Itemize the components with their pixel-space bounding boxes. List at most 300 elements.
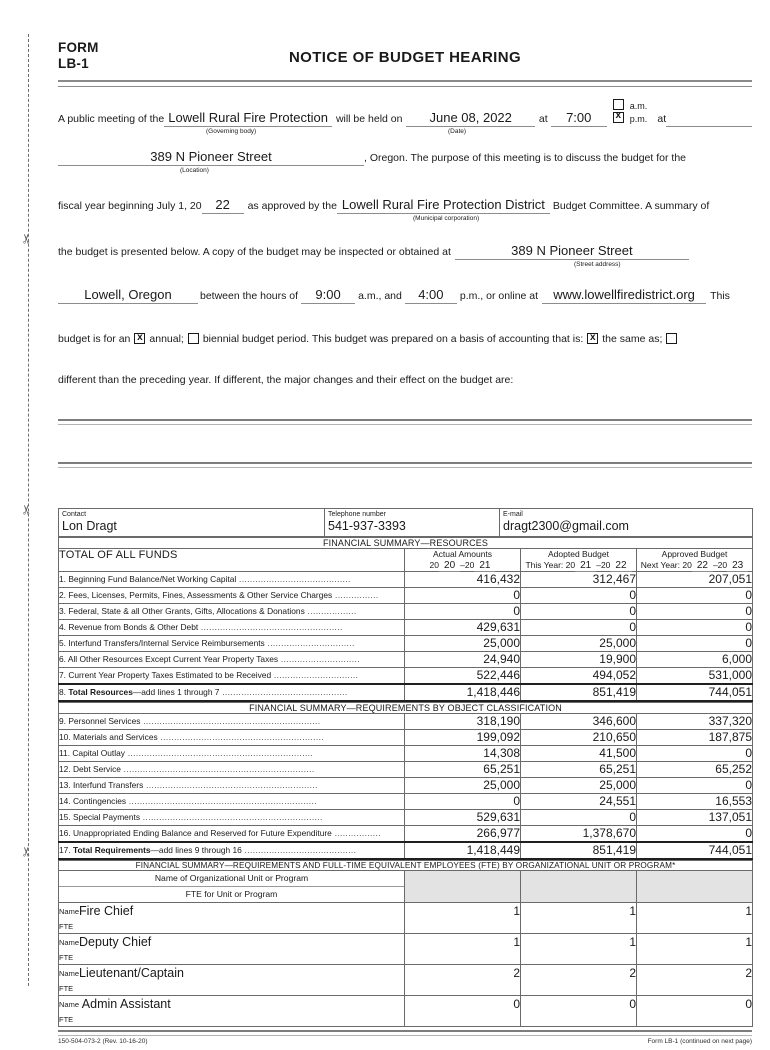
street-address-field[interactable]: 389 N Pioneer Street [455,244,689,260]
this-text: This [710,290,730,302]
leader-dots: .............................................. [219,687,348,697]
annual-label: annual; [149,333,184,345]
leader-dots: ................................................................. [140,716,321,726]
cell-actual[interactable]: 25,000 [405,778,521,794]
cell-actual[interactable]: 0 [405,794,521,810]
row-number: 11. [59,748,73,758]
contact-table [58,508,753,537]
row-number: 2. [59,590,69,600]
biennial-label: biennial budget period. This budget was prepared on a basis of accounting that is: [202,333,584,345]
fte-value-2[interactable]: 1 [521,934,637,952]
at-text: at [538,113,548,125]
row-label-text: Revenue from Bonds & Other Debt [68,622,199,632]
total-of-all-funds-label: TOTAL OF ALL FUNDS [59,549,405,572]
fte-sub-row [59,951,753,965]
phone-label: Telephone number [328,511,386,518]
cell-approved[interactable]: 6,000 [637,652,753,668]
cell-approved[interactable]: 531,000 [637,668,753,685]
table-row [59,604,753,620]
fte-value-2[interactable]: 0 [521,996,637,1014]
fte-unit-program-header: FTE for Unit or Program [185,889,278,899]
same-as-checkbox[interactable] [587,333,598,344]
fte-sub-label: FTE [59,1013,405,1027]
fte-section-title: FINANCIAL SUMMARY—REQUIREMENTS AND FULL-TIME EQUIVALENT EMPLOYEES (FTE) BY ORGANIZATIONAL UNIT OR PROGRAM* [59,861,753,871]
cell-approved[interactable]: 0 [637,620,753,636]
cell-approved[interactable]: 744,051 [637,842,753,859]
location-caption: (Location) [180,167,209,174]
am-label: a.m. [629,101,648,111]
major-changes-line-2[interactable] [58,462,752,468]
requirements-table [58,702,753,860]
fte-name-prefix: Name [59,969,80,978]
cell-actual[interactable]: 318,190 [405,714,521,730]
meeting-line-5 [58,288,752,304]
row-label [59,778,405,794]
row-label-tail: —add lines 9 through 16 [150,845,242,855]
row-number: 5. [59,638,69,648]
biennial-checkbox[interactable] [188,333,199,344]
leader-dots: ............................... [271,670,359,680]
adopted-budget-title: Adopted Budget [548,549,609,559]
fte-blank-3[interactable] [637,951,753,965]
cell-approved[interactable]: 0 [637,778,753,794]
row-label [59,572,405,588]
cell-adopted[interactable]: 65,251 [521,762,637,778]
fte-unit-name-value: Deputy Chief [79,935,152,949]
row-number: 1. [59,574,69,584]
table-row [59,684,753,701]
hearing-time-field[interactable]: 7:00 [551,111,607,127]
table-row [59,826,753,843]
fte-header-shade-2 [521,871,637,903]
public-meeting-text: A public meeting of the [58,113,165,125]
leader-dots: ................................ [264,638,355,648]
cell-adopted[interactable]: 24,551 [521,794,637,810]
adopted-mid: –20 [596,560,611,570]
cell-approved[interactable]: 0 [637,746,753,762]
meeting-line-6 [58,332,752,347]
fte-name-prefix: Name [59,938,80,947]
cell-approved[interactable]: 65,252 [637,762,753,778]
leader-dots: ............................. [278,654,360,664]
row-label-text: Beginning Fund Balance/Net Working Capital [68,574,237,584]
fte-name-row [59,903,753,921]
contact-label: Contact [62,511,87,518]
row-number: 16. [59,828,73,838]
at-location-text: at [657,113,667,125]
cell-approved[interactable]: 0 [637,826,753,843]
cell-actual[interactable]: 14,308 [405,746,521,762]
leader-dots: ............................................................... [143,780,318,790]
scissors-icon: ✂ [18,846,34,857]
cell-adopted[interactable]: 312,467 [521,572,637,588]
actual-amounts-title: Actual Amounts [432,549,493,559]
leader-dots: ......................................... [236,574,351,584]
cell-approved[interactable]: 187,875 [637,730,753,746]
row-label [59,762,405,778]
governing-body-caption: (Governing body) [206,128,257,135]
row-label [59,810,405,826]
governing-body-field[interactable]: Lowell Rural Fire Protection [164,111,332,127]
row-number: 3. [59,606,69,616]
fte-header-shade-3 [637,871,753,903]
table-row [59,730,753,746]
cell-actual[interactable]: 529,631 [405,810,521,826]
row-label-text: Federal, State & all Other Grants, Gifts, Allocations & Donations [68,606,305,616]
row-label-text: Debt Service [72,764,121,774]
fiscal-year-text: fiscal year beginning July 1, 20 [58,200,202,212]
line-2-captions [58,166,752,176]
copy-inspected-text: the budget is presented below. A copy of the budget may be inspected or obtained at [58,246,451,258]
adopted-year-2[interactable]: 22 [610,560,631,572]
adopted-budget-header [521,549,637,572]
fte-blank-2[interactable] [521,982,637,996]
row-label [59,714,405,730]
leader-dots: ............................................................ [157,732,325,742]
fte-body [59,903,753,1027]
row-number: 13. [59,780,73,790]
budget-committee-text: Budget Committee. A summary of [552,200,710,212]
row-label-text: Unappropriated Ending Balance and Reserved for Future Expenditure [72,828,332,838]
fte-header-row [59,871,753,903]
cell-actual[interactable]: 24,940 [405,652,521,668]
email-value[interactable]: dragt2300@gmail.com [503,519,629,533]
row-label-text: Fees, Licenses, Permits, Fines, Assessments & Other Service Charges [68,590,333,600]
fte-unit-name-cell[interactable] [59,965,405,983]
fte-unit-name-cell[interactable] [59,934,405,952]
cell-adopted[interactable]: 0 [521,604,637,620]
actual-year-2[interactable]: 21 [474,560,495,572]
fte-blank-3[interactable] [637,1013,753,1027]
municipal-corporation-field[interactable]: Lowell Rural Fire Protection District [337,198,550,214]
meeting-line-2 [58,150,752,166]
row-label [59,668,405,685]
street-address-caption: (Street address) [574,261,621,268]
cell-approved[interactable]: 0 [637,604,753,620]
resources-section-header-row [59,538,753,549]
row-label [59,794,405,810]
leader-dots: ......................................... [241,845,357,855]
table-row [59,794,753,810]
row-label-tail: —add lines 1 through 7 [132,687,220,697]
fte-sub-row [59,1013,753,1027]
resources-body [59,572,753,702]
adopted-pre: This Year: 20 [525,560,576,570]
cell-adopted[interactable]: 346,600 [521,714,637,730]
fte-sub-label: FTE [59,951,405,965]
row-label [59,730,405,746]
cell-actual[interactable]: 1,418,449 [405,842,521,859]
as-approved-text: as approved by the [247,200,337,212]
fte-blank-2[interactable] [521,920,637,934]
line-3-captions [58,214,752,224]
cell-actual[interactable]: 522,446 [405,668,521,685]
fte-unit-name-value: Admin Assistant [79,997,171,1011]
contact-cell [59,509,325,537]
cell-approved[interactable]: 207,051 [637,572,753,588]
website-field[interactable]: www.lowellfiredistrict.org [542,288,706,304]
form-revision-code: 150-504-073-2 (Rev. 10-16-20) [58,1038,148,1045]
scissors-icon: ✂ [18,504,34,515]
fte-name-row [59,965,753,983]
row-number: 12. [59,764,73,774]
leader-dots: ................. [331,828,381,838]
table-row [59,620,753,636]
fte-sub-row [59,920,753,934]
row-label [59,636,405,652]
scissors-icon: ✂ [18,233,34,244]
resources-section-title: FINANCIAL SUMMARY—RESOURCES [59,538,753,549]
row-label [59,842,405,859]
table-row [59,714,753,730]
row-number: 10. [59,732,73,742]
cell-adopted[interactable]: 0 [521,588,637,604]
cell-actual[interactable]: 1,418,446 [405,684,521,701]
row-label-text: Interfund Transfers [72,780,144,790]
phone-cell [325,509,500,537]
leader-dots: ..................................................................... [126,796,317,806]
form-word-label: FORM [58,40,99,55]
cell-actual[interactable]: 266,977 [405,826,521,843]
form-number-label: LB-1 [58,56,89,71]
fte-blank-1[interactable] [405,920,521,934]
location-field[interactable]: 389 N Pioneer Street [58,150,364,166]
contact-row [59,509,753,537]
row-number: 9. [59,716,69,726]
row-label-text: Total Requirements [72,845,151,855]
pm-label: p.m. [629,114,648,124]
line-1-captions [58,127,752,137]
cell-approved[interactable]: 137,051 [637,810,753,826]
fte-org-unit-header: Name of Organizational Unit or Program [59,871,404,887]
approved-pre: Next Year: 20 [640,560,692,570]
meeting-line-3 [58,198,752,214]
approved-year-2[interactable]: 23 [727,560,748,572]
cell-adopted[interactable]: 25,000 [521,778,637,794]
leader-dots: .................. [304,606,357,616]
cell-adopted[interactable]: 25,000 [521,636,637,652]
cell-actual[interactable]: 0 [405,604,521,620]
row-label-text: Special Payments [72,812,141,822]
municipal-corporation-caption: (Municipal corporation) [413,215,480,222]
actual-mid: –20 [460,560,475,570]
cell-approved[interactable]: 16,553 [637,794,753,810]
fte-unit-name-value: Lieutenant/Captain [79,966,184,980]
online-at-text: p.m., or online at [459,290,539,302]
cell-actual[interactable]: 0 [405,588,521,604]
fte-blank-1[interactable] [405,1013,521,1027]
form-page [58,40,752,1050]
leader-dots: ................ [332,590,379,600]
leader-dots: ...................................................................... [120,764,315,774]
fte-value-3[interactable]: 1 [637,903,753,921]
cell-adopted[interactable]: 41,500 [521,746,637,762]
actual-amounts-header [405,549,521,572]
fte-blank-1[interactable] [405,982,521,996]
fte-blank-2[interactable] [521,951,637,965]
fte-blank-3[interactable] [637,920,753,934]
cell-actual[interactable]: 199,092 [405,730,521,746]
row-label [59,746,405,762]
fte-unit-name-cell[interactable] [59,996,405,1014]
row-number: 15. [59,812,73,822]
cell-adopted[interactable]: 19,900 [521,652,637,668]
fte-header-shade-1 [405,871,521,903]
hours-text: between the hours of [200,290,299,302]
row-number: 8. [59,687,69,697]
row-number: 7. [59,670,69,680]
fiscal-year-field[interactable]: 22 [202,198,244,214]
fte-name-prefix: Name [59,1000,80,1009]
fte-section-header-row [59,861,753,871]
different-than-text: different than the preceding year. If different, the major changes and their effect on the budget are: [58,374,514,386]
requirements-section-title: FINANCIAL SUMMARY—REQUIREMENTS BY OBJECT CLASSIFICATION [59,703,753,714]
table-row [59,746,753,762]
leader-dots: .................................................................. [140,812,323,822]
row-label [59,684,405,701]
cell-adopted[interactable]: 210,650 [521,730,637,746]
city-state-field[interactable]: Lowell, Oregon [58,288,198,304]
row-label [59,620,405,636]
adopted-year-1[interactable]: 21 [575,560,596,572]
table-row [59,636,753,652]
cell-actual[interactable]: 25,000 [405,636,521,652]
fte-blank-1[interactable] [405,951,521,965]
actual-pre: 20 [429,560,440,570]
contact-name-value[interactable]: Lon Dragt [62,519,117,533]
meeting-line-1 [58,101,752,127]
fte-value-1[interactable]: 2 [405,965,521,983]
form-header [58,40,752,78]
cell-approved[interactable]: 337,320 [637,714,753,730]
hours-open-field[interactable]: 9:00 [301,288,355,304]
am-and-text: a.m., and [358,290,402,302]
actual-year-1[interactable]: 20 [439,560,460,572]
fte-value-1[interactable]: 0 [405,996,521,1014]
row-number: 14. [59,796,73,806]
row-label [59,588,405,604]
approved-mid: –20 [712,560,728,570]
row-label-text: Capital Outlay [72,748,125,758]
approved-budget-title: Approved Budget [661,549,728,559]
line-4-captions [58,260,752,270]
table-row [59,762,753,778]
table-row [59,588,753,604]
fte-sub-row [59,982,753,996]
table-row [59,810,753,826]
cell-adopted[interactable]: 494,052 [521,668,637,685]
fte-value-1[interactable]: 1 [405,903,521,921]
approved-year-1[interactable]: 22 [692,560,713,572]
row-label-text: Personnel Services [68,716,141,726]
major-changes-line-1[interactable] [58,419,752,425]
resources-table [58,537,753,702]
row-number: 6. [59,654,68,664]
requirements-body [59,714,753,860]
date-caption: (Date) [448,128,467,135]
fte-name-row [59,996,753,1014]
page-footer [58,1038,752,1050]
cell-actual[interactable]: 429,631 [405,620,521,636]
cell-approved[interactable]: 0 [637,636,753,652]
different-than-checkbox[interactable] [666,333,677,344]
fte-blank-3[interactable] [637,982,753,996]
fte-value-2[interactable]: 2 [521,965,637,983]
row-label-text: Total Resources [68,687,133,697]
page-title: NOTICE OF BUDGET HEARING [288,49,522,66]
table-row [59,778,753,794]
row-number: 4. [59,622,69,632]
cell-actual[interactable]: 65,251 [405,762,521,778]
row-label-text: Current Year Property Taxes Estimated to be Received [68,670,272,680]
same-as-label: the same as; [602,333,663,345]
email-label: E-mail [503,511,523,518]
cell-adopted[interactable]: 0 [521,620,637,636]
meeting-line-4 [58,244,752,260]
cell-adopted[interactable]: 0 [521,810,637,826]
resources-column-header-row [59,549,753,572]
fte-sub-label: FTE [59,982,405,996]
meeting-line-7 [58,373,752,388]
fte-unit-name-value: Fire Chief [79,904,134,918]
cell-approved[interactable]: 744,051 [637,684,753,701]
oregon-purpose-text: , Oregon. The purpose of this meeting is to discuss the budget for the [364,152,686,164]
fte-sub-label: FTE [59,920,405,934]
fte-value-2[interactable]: 1 [521,903,637,921]
cell-adopted[interactable]: 1,378,670 [521,826,637,843]
annual-checkbox[interactable] [134,333,145,344]
hours-close-field[interactable]: 4:00 [405,288,457,304]
fte-table [58,860,753,1027]
cell-adopted[interactable]: 851,419 [521,842,637,859]
fte-name-row [59,934,753,952]
fte-value-3[interactable]: 0 [637,996,753,1014]
fte-value-3[interactable]: 1 [637,934,753,952]
fte-name-prefix: Name [59,907,80,916]
cell-actual[interactable]: 416,432 [405,572,521,588]
fte-blank-2[interactable] [521,1013,637,1027]
row-label [59,604,405,620]
row-label [59,826,405,843]
row-label-text: Contingencies [72,796,127,806]
fte-value-3[interactable]: 2 [637,965,753,983]
requirements-section-header-row [59,703,753,714]
row-number: 17. [59,845,73,855]
approved-budget-header [637,549,753,572]
pm-checkbox[interactable] [613,112,624,123]
footer-divider [58,1030,752,1036]
hearing-date-field[interactable]: June 08, 2022 [406,111,534,127]
fte-value-1[interactable]: 1 [405,934,521,952]
email-cell [500,509,753,537]
row-label-text: All Other Resources Except Current Year Property Taxes [67,654,279,664]
row-label-text: Interfund Transfers/Internal Service Reimbursements [68,638,265,648]
table-row [59,842,753,859]
phone-value[interactable]: 541-937-3393 [328,519,406,533]
table-row [59,668,753,685]
cell-approved[interactable]: 0 [637,588,753,604]
table-row [59,572,753,588]
am-checkbox[interactable] [613,99,624,110]
fte-unit-name-cell[interactable] [59,903,405,921]
cell-adopted[interactable]: 851,419 [521,684,637,701]
leader-dots: .................................................... [198,622,343,632]
table-row [59,652,753,668]
row-label-text: Materials and Services [72,732,158,742]
row-label [59,652,405,668]
continued-note: Form LB-1 (continued on next page) [647,1038,752,1045]
header-divider [58,80,752,87]
